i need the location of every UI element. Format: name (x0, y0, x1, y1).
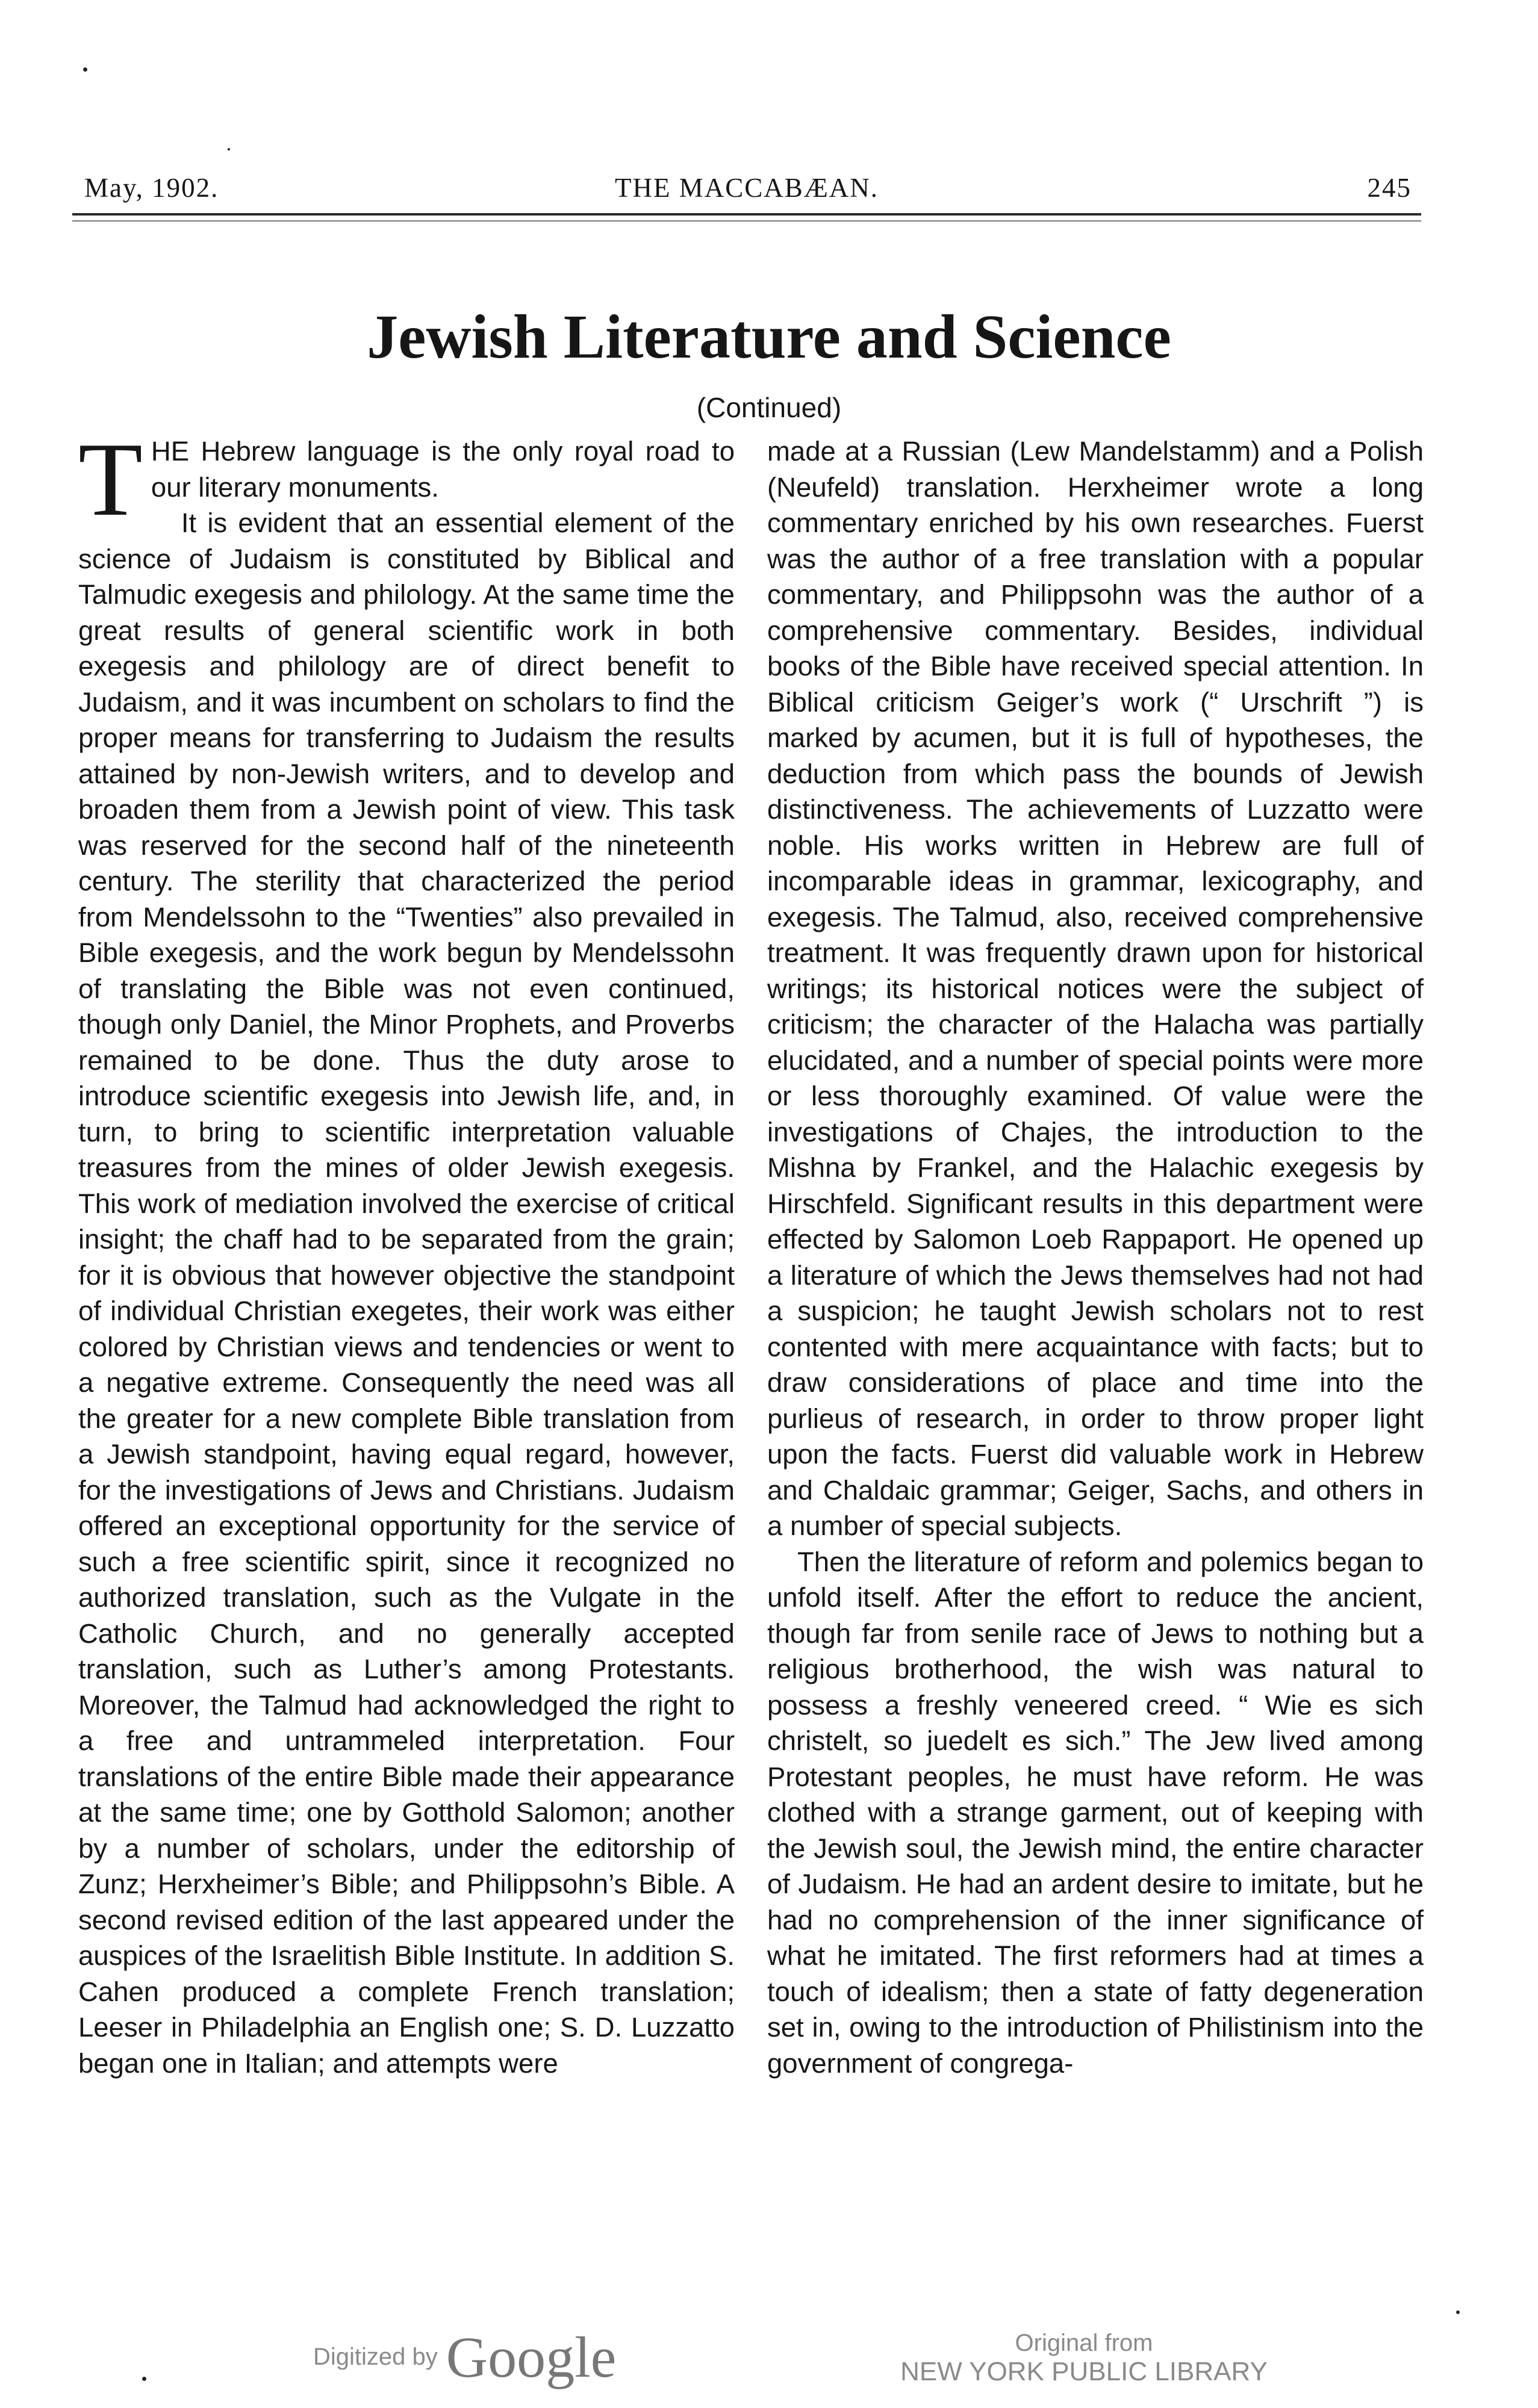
opening-paragraph (78, 421, 735, 538)
digitized-by-google (313, 2324, 616, 2391)
running-header (72, 172, 1421, 208)
paragraph: It is evident that an essential element of the science of Judaism is constituted by Biblical and Talmudic exegesis and philology. At the same time the great results of general scientific work in both exegesis and philology are of direct benefit to Judaism, and it was incumbent on scholars to find the proper means for transferring to Judaism the results attained by non-Jewish writers, and to develop and broaden them from a Jewish point of view. This task was reserved for the second half of the nineteenth century. The sterility that characterized the period from Mendelssohn to the “Twenties” also prevailed in Bible exegesis, and the work begun by Mendelssohn of translating the Bible was not even continued, though only Daniel, the Minor Prophets, and Proverbs remained to be done. Thus the duty arose to introduce scientific exegesis into Jewish life, and, in turn, to bring to scientific interpretation valuable treasures from the mines of older Jewish exegesis. This work of mediation involved the exercise of critical insight; the chaff had to be separated from the grain; for it is obvious that however objective the standpoint of individual Christian exegetes, their work was either colored by Christian views and tendencies or went to a negative extreme. Consequently the need was all the greater for a new complete Bible translation from a Jewish standpoint, having equal regard, however, for the investigations of Jews and Christians. Judaism offered an exceptional opportunity for the service of such a free scientific spirit, since it recognized no authorized translation, such as the Vulgate in the Catholic Church, and no generally accepted translation, such as Luther’s among Protestants. Moreover, the Talmud had acknowledged the right to a free and untrammeled interpretation. Four translations of the entire Bible made their appearance at the same time; one by Gotthold Salomon; another by a number of scholars, under the editorship of Zunz; Herxheimer’s Bible; and Philippsohn’s Bible. A second revised edition of the last appeared under the auspices of the Israelitish Bible Institute. In addition S. Cahen produced a complete French translation; Leeser in Philadelphia an English one; S. D. Luzzatto began one in Italian; and attempts were (78, 507, 735, 2079)
scan-speck (1456, 2310, 1460, 2314)
header-rule (72, 213, 1421, 216)
paragraph: made at a Russian (Lew Mandelstamm) and a Polish (Neufeld) translation. Herxheimer wrote a long commentary enriched by his own researches. Fuerst was the author of a free translation with a popular commentary, and Philippsohn was the author of a comprehensive commentary. Besides, individual books of the Bible have received special attention. In Biblical criticism Geiger’s work (“ Urschrift ”) is marked by acumen, but it is full of hypotheses, the deduction from which pass the bounds of Jewish distinctiveness. The achievements of Luzzatto were noble. His works written in Hebrew are full of incomparable ideas in grammar, lexicography, and exegesis. The Talmud, also, received comprehensive treatment. It was frequently drawn upon for historical writings; its historical notices were the subject of criticism; the character of the Halacha was partially elucidated, and a number of special points were more or less thoroughly examined. Of value were the investigations of Chajes, the introduction to the Mishna by Frankel, and the Halachic exegesis by Hirschfeld. Significant results in this department were effected by Salomon Loeb Rappaport. He opened up a literature of which the Jews themselves had not had a suspicion; he taught Jewish scholars not to rest contented with mere acquaintance with facts; but to draw considerations of place and time into the purlieus of research, in order to throw proper light upon the facts. Fuerst did valuable work in Hebrew and Chaldaic grammar; Geiger, Sachs, and others in a number of special subjects. (767, 436, 1424, 1541)
library-attribution (879, 2330, 1289, 2387)
right-column (767, 433, 1424, 2081)
scan-speck (228, 148, 230, 150)
opening-text: Hebrew language is the only royal road to our literary monuments. (151, 436, 735, 503)
issue-date: May, 1902. (84, 173, 219, 203)
left-column (78, 421, 735, 2081)
opening-smallcaps: HE (151, 436, 190, 467)
journal-name: THE MACCABÆAN. (614, 173, 879, 203)
header-rule-thin (72, 220, 1421, 222)
library-name: NEW YORK PUBLIC LIBRARY (900, 2357, 1268, 2386)
article-title: Jewish Literature and Science (367, 302, 1171, 371)
scan-speck (142, 2377, 146, 2381)
digitized-by-label: Digitized by (313, 2344, 438, 2370)
scan-speck (83, 67, 87, 72)
page-number: 245 (1367, 173, 1412, 203)
google-logo: Google (446, 2325, 617, 2389)
drop-cap: T (78, 421, 143, 538)
original-from-label: Original from (1015, 2330, 1153, 2356)
article-subtitle: (Continued) (696, 392, 842, 423)
paragraph: Then the literature of reform and polemics began to unfold itself. After the effort to reduce the ancient, though far from senile race of Jews to nothing but a religious brotherhood, the wish was natural to possess a freshly veneered creed. “ Wie es sich christelt, so juedelt es sich.” The Jew lived among Protestant peoples, he must have reform. He was clothed with a strange garment, out of keeping with the Jewish soul, the Jewish mind, the entire character of Judaism. He had an ardent desire to imitate, but he had no comprehension of the inner significance of what he imitated. The first reformers had at times a touch of idealism; then a state of fatty degeneration set in, owing to the introduction of Philistinism into the government of congrega- (767, 1546, 1424, 2079)
